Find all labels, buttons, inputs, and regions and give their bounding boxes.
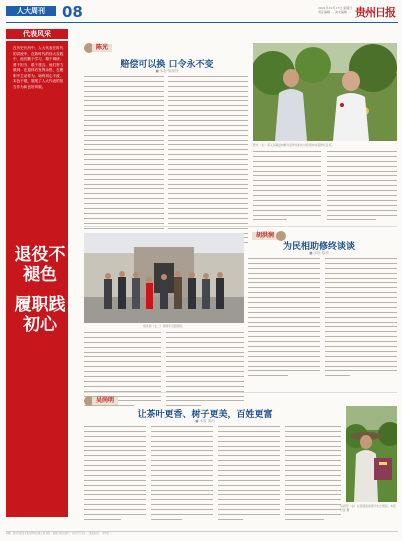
section-tag: 人大周刊 <box>6 6 56 16</box>
article-photo <box>253 43 397 141</box>
big-title-line: 履职践初心 <box>14 295 66 335</box>
article-title: 为民相助修终谈谈 <box>282 242 355 252</box>
header-date-line: 责任编辑 … 美术编辑 … <box>318 10 351 14</box>
article-byline: ■ 本报 陈鸿 <box>309 251 329 255</box>
article-body <box>248 258 320 380</box>
article-body <box>151 426 213 524</box>
photo-caption: 胡洪润（左二）和周年见面现场。 <box>143 324 185 328</box>
article-body <box>325 258 397 380</box>
photo-caption: 陈光（左）深入到基层向群众宣传党的方针政策并收集群众意见。 <box>253 143 335 147</box>
page-header <box>0 0 402 24</box>
photo-tea-garden <box>346 406 397 502</box>
newspaper-logo: 贵州日报 <box>355 6 395 19</box>
header-date-line: 2021年10月17日 星期日 <box>318 6 353 10</box>
article-body <box>253 151 321 224</box>
footer-text: 印刷：贵州日报报业集团印务有限公司 地址：贵阳市观山湖区 广告经营许可证 … 邮政编码 … 零售价 … <box>6 532 113 535</box>
big-title-line: 退役不褪色 <box>14 245 66 285</box>
article-photo <box>84 233 244 323</box>
author-name: 胡洪润 <box>252 232 278 240</box>
article-title: 让茶叶更香、树子更美，百姓更富 <box>137 410 273 420</box>
column-tag: 代表风采 <box>6 29 68 39</box>
page-number: 08 <box>62 3 83 21</box>
article-body <box>166 332 244 410</box>
header-rule <box>6 22 398 23</box>
article-byline: ■ 本报 黄河 <box>195 419 215 423</box>
author-name: 陈光 <box>92 44 112 52</box>
photo-orchard <box>253 43 397 141</box>
section-divider <box>84 226 397 227</box>
photo-village-group <box>84 233 244 323</box>
column-intro: 在历史长河中，人大代表在时代的洪流中，在新时代的伟大实践中，他们勤于学习、精于调研、勇于担当、敢于建言。他们努力做到：在退休后发挥余热，在履职中主动作为，始终初心不改、本色不褪，展现了人大代表的担当作为和良好风貌。 <box>13 46 64 89</box>
article-body <box>84 426 146 524</box>
article-body <box>218 426 280 524</box>
article-photo <box>346 406 397 502</box>
article-title: 赔偿可以换 口令永不变 <box>120 60 214 70</box>
article-body <box>327 151 397 224</box>
page-footer <box>6 528 398 536</box>
author-tag <box>84 397 118 405</box>
author-name: 吴尚明 <box>92 397 118 405</box>
author-tag <box>84 44 112 52</box>
photo-caption: 吴尚明（右）在茶园查看茶叶生长情况。本报记者 摄 <box>340 504 396 512</box>
column-big-title <box>14 245 66 335</box>
section-divider <box>84 392 397 393</box>
article-body <box>285 426 341 524</box>
article-byline: ■ 本报 陈梓民 <box>155 69 179 73</box>
